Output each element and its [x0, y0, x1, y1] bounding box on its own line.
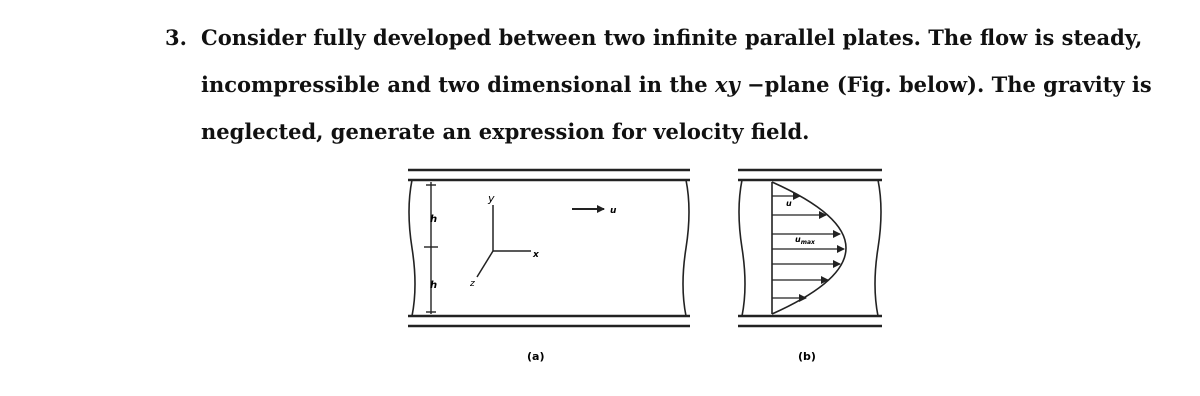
figure-svg [400, 160, 900, 390]
panel-a-right-break [683, 180, 689, 316]
problem-text-3: neglected, generate an expression for velocity field. [201, 119, 810, 144]
y-axis-label: y [488, 192, 495, 205]
panel-a-dimension-line [424, 182, 438, 314]
problem-line-1 [165, 14, 1175, 61]
panel-b-left-break [739, 180, 745, 316]
coordinate-axes [477, 205, 531, 277]
panel-a-left-break [409, 180, 415, 316]
panel-a-top-plate [408, 170, 690, 180]
flow-velocity-label: u [610, 206, 617, 216]
panel-b-right-break [875, 180, 881, 316]
umax-label: $u_{max}$ [795, 235, 815, 246]
velocity-vector-arrows [772, 196, 844, 298]
half-gap-label-top: h [430, 214, 438, 225]
z-axis-label: z [470, 279, 475, 289]
problem-line-3 [165, 108, 1175, 155]
panel-a-bottom-plate [408, 316, 690, 326]
problem-statement [165, 14, 1175, 155]
problem-text-2a: incompressible and two dimensional in the [201, 72, 715, 97]
half-gap-label-bottom: h [430, 280, 438, 291]
problem-line-2 [165, 61, 1175, 108]
parabolic-velocity-profile [772, 182, 846, 314]
profile-u-label: u [786, 199, 792, 208]
problem-number: 3. [165, 25, 187, 50]
panel-b [738, 170, 882, 363]
panel-b-bottom-plate [738, 316, 882, 326]
caption-a: (a) [527, 350, 545, 363]
panel-a [408, 170, 690, 363]
caption-b: (b) [798, 350, 816, 363]
problem-text-2b: −plane (Fig. below). The gravity is [739, 72, 1152, 97]
problem-text-1: Consider fully developed between two infinite parallel plates. The flow is steady, [201, 25, 1143, 50]
parallel-plates-figure [400, 160, 900, 390]
x-axis-label: x [533, 250, 539, 260]
xy-plane-symbol: xy [714, 72, 740, 97]
panel-b-top-plate [738, 170, 882, 180]
